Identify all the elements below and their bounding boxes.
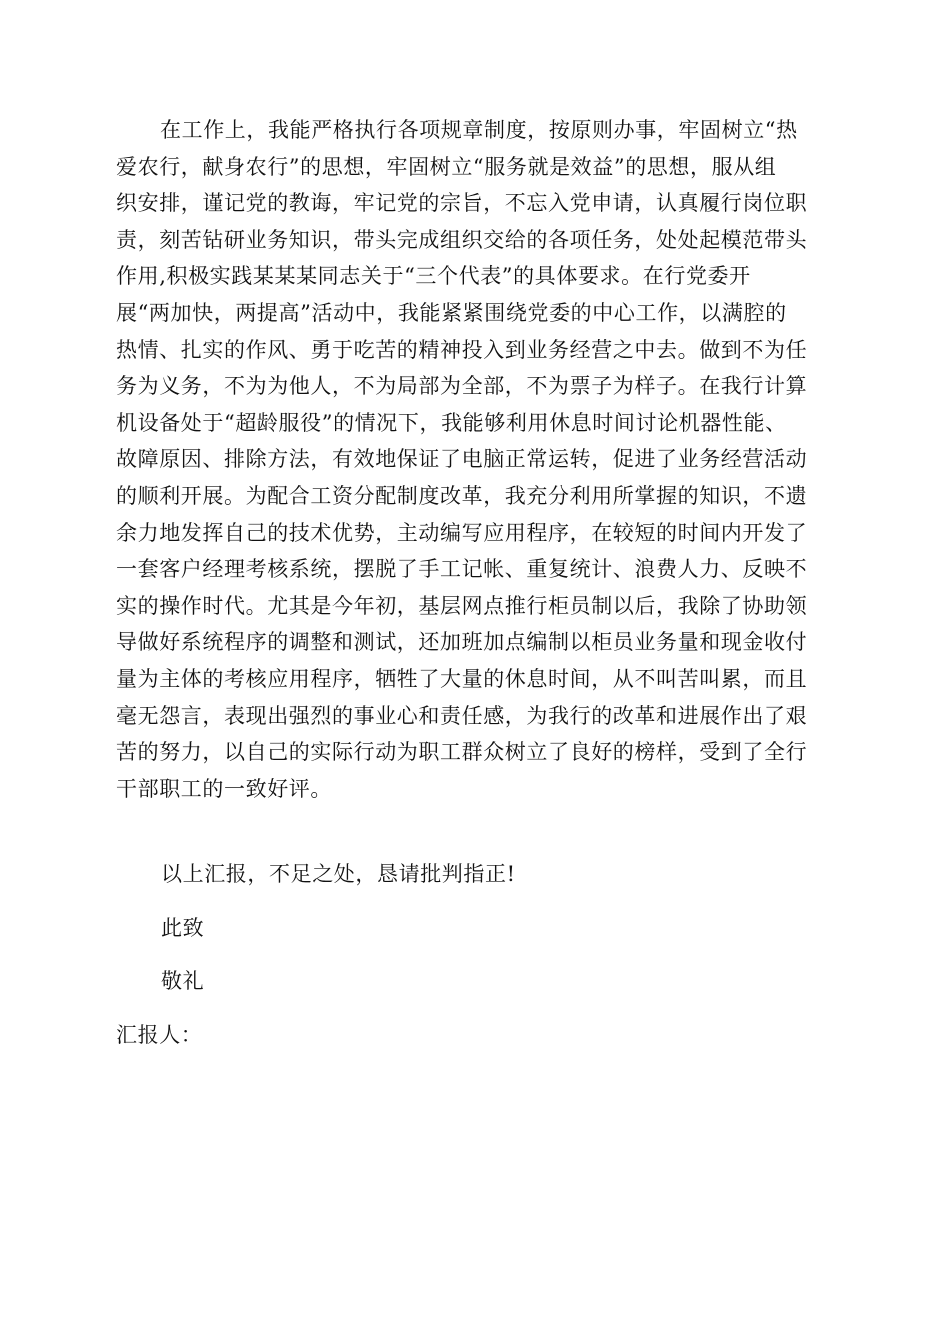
paragraph-line: 务为义务，不为为他人，不为局部为全部，不为票子为样子。在我行计算 [116,374,808,399]
paragraph-line: 热情、扎实的作风、勇于吃苦的精神投入到业务经营之中去。做到不为任 [116,337,808,362]
paragraph-line: 一套客户经理考核系统，摆脱了手工记帐、重复统计、浪费人力、反映不 [116,557,808,582]
paragraph-line: 展“两加快，两提高”活动中，我能紧紧围绕党委的中心工作，以满腔的 [116,300,787,325]
paragraph-line: 机设备处于“超龄服役”的情况下，我能够利用休息时间讨论机器性能、 [116,410,787,435]
body-paragraph [116,112,832,807]
paragraph-line: 爱农行，献身农行”的思想，牢固树立“服务就是效益”的思想，服从组 [116,154,777,179]
paragraph-line: 的顺利开展。为配合工资分配制度改革，我充分利用所掌握的知识，不遗 [116,483,808,508]
paragraph-line: 责，刻苦钻研业务知识，带头完成组织交给的各项任务，处处起模范带头 [116,227,808,252]
paragraph-line: 毫无怨言，表现出强烈的事业心和责任感，为我行的改革和进展作出了艰 [116,703,808,728]
paragraph-line: 导做好系统程序的调整和测试，还加班加点编制以柜员业务量和现金收付 [116,630,808,655]
paragraph-line: 余力地发挥自己的技术优势，主动编写应用程序，在较短的时间内开发了 [116,520,808,545]
paragraph-line: 故障原因、排除方法，有效地保证了电脑正常运转，促进了业务经营活动 [116,447,808,472]
paragraph-line: 量为主体的考核应用程序，牺牲了大量的休息时间，从不叫苦叫累，而且 [116,666,808,691]
signer-label: 汇报人： [116,1023,203,1047]
salutation-line: 敬礼 [161,969,205,993]
salutation-line: 此致 [161,916,205,940]
paragraph-line: 苦的努力，以自己的实际行动为职工群众树立了良好的榜样，受到了全行 [116,740,808,765]
paragraph-line: 在工作上，我能严格执行各项规章制度，按原则办事，牢固树立“热 [160,118,798,142]
closing-remark: 以上汇报，不足之处，恳请批判指正! [161,862,516,886]
paragraph-line: 作用,积极实践某某某同志关于“三个代表”的具体要求。在行党委开 [116,264,751,289]
paragraph-line: 干部职工的一致好评。 [116,776,332,801]
paragraph-line: 实的操作时代。尤其是今年初，基层网点推行柜员制以后，我除了协助领 [116,593,808,618]
paragraph-line: 织安排，谨记党的教诲，牢记党的宗旨，不忘入党申请，认真履行岗位职 [116,191,808,216]
